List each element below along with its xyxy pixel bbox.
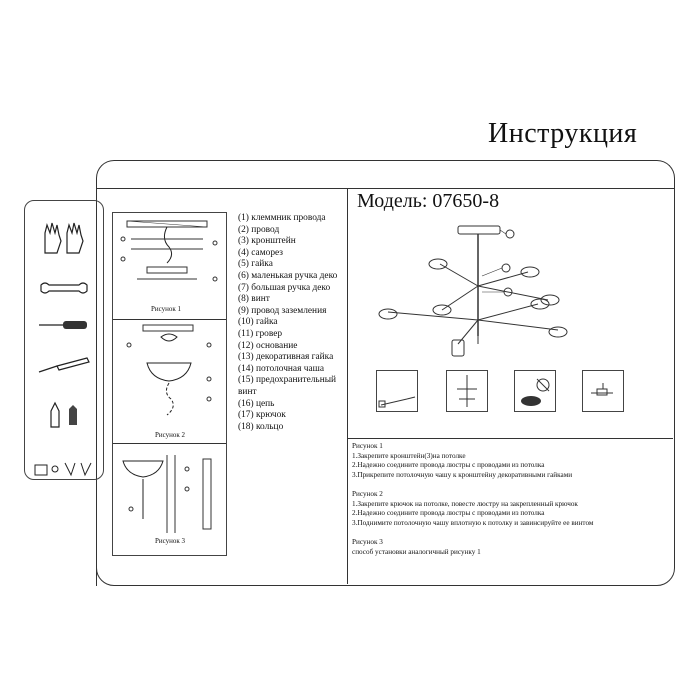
gloves-icon: [41, 219, 87, 255]
legend-item: (10) гайка: [238, 317, 278, 328]
steps-line: Рисунок 1: [352, 442, 383, 450]
steps-line: Рисунок 3: [352, 537, 383, 546]
figure-1-label: Рисунок 1: [151, 305, 182, 313]
installation-steps: [352, 442, 593, 557]
legend-item: (14) потолочная чаша: [238, 363, 325, 374]
figure-3-label: Рисунок 3: [155, 537, 186, 545]
legend-item: (4) саморез: [238, 247, 283, 258]
steps-line: 2.Надежно соедините провода люстры с проводами из потолка: [352, 509, 545, 518]
figure-3-drawing: [117, 449, 222, 539]
legend-item: (3) кронштейн: [238, 236, 296, 247]
step-image-1: [376, 370, 418, 412]
legend-item: (16) цепь: [238, 398, 275, 409]
wrench-icon: [39, 281, 89, 295]
legend-item: (12) основание: [238, 340, 298, 351]
anchors-screws-icon: [45, 401, 85, 429]
page-title: Инструкция: [488, 118, 638, 149]
legend-item: (9) провод заземления: [238, 305, 327, 316]
legend-item: (5) гайка: [238, 259, 273, 270]
steps-line: 2.Надежно соедините провода люстры с проводами из потолка: [352, 461, 545, 470]
screwdriver-icon: [37, 319, 91, 331]
legend-item: (8) винт: [238, 294, 270, 305]
legend-item: (13) декоративная гайка: [238, 352, 334, 363]
steps-line: [352, 528, 593, 538]
figure-2-drawing: [117, 323, 222, 427]
chandelier-drawing: [378, 220, 568, 360]
legend-item: (17) крючок: [238, 410, 286, 421]
model-title: Модель: 07650-8: [357, 190, 500, 212]
figure-1-drawing: [117, 219, 222, 305]
parts-legend: [238, 213, 337, 433]
legend-item: (2) провод: [238, 224, 280, 235]
tools-panel: [24, 200, 104, 480]
step-image-3: [514, 370, 556, 412]
legend-item: (15) предохранительный: [238, 375, 337, 386]
step-image-4: [582, 370, 624, 412]
legend-item: (18) кольцо: [238, 421, 284, 432]
steps-line: Рисунок 2: [352, 489, 383, 498]
figure-2-label: Рисунок 2: [155, 431, 186, 439]
panel-divider: [347, 188, 348, 584]
legend-item: (11) гровер: [238, 328, 283, 339]
steps-line: способ установки аналогичный рисунку 1: [352, 547, 481, 556]
frame-edge: [96, 476, 97, 586]
steps-divider: [347, 438, 673, 439]
steps-line: [352, 480, 593, 490]
steps-line: 3.Поднимите потолочную чашу вплотную к потолку и завинсируйте ее винтом: [352, 518, 594, 527]
legend-item: винт: [238, 386, 257, 397]
steps-line: 1.Закрепите крючок на потолке, повесте люстру на закрепленный крючок: [352, 499, 578, 508]
legend-item: (7) большая ручка деко: [238, 282, 331, 293]
step-image-2: [446, 370, 488, 412]
steps-line: 3.Прикрепите потолочную чашу к кронштейну декоративными гайками: [352, 470, 573, 479]
steps-line: 1.Закрепите кронштейн(3)на потолке: [352, 451, 466, 460]
figures-panel: [112, 212, 227, 556]
legend-item: (1) клеммник провода: [238, 213, 326, 223]
legend-item: (6) маленькая ручка деко: [238, 270, 338, 281]
voltage-tester-icon: [37, 356, 91, 376]
connectors-icon: [33, 459, 97, 479]
